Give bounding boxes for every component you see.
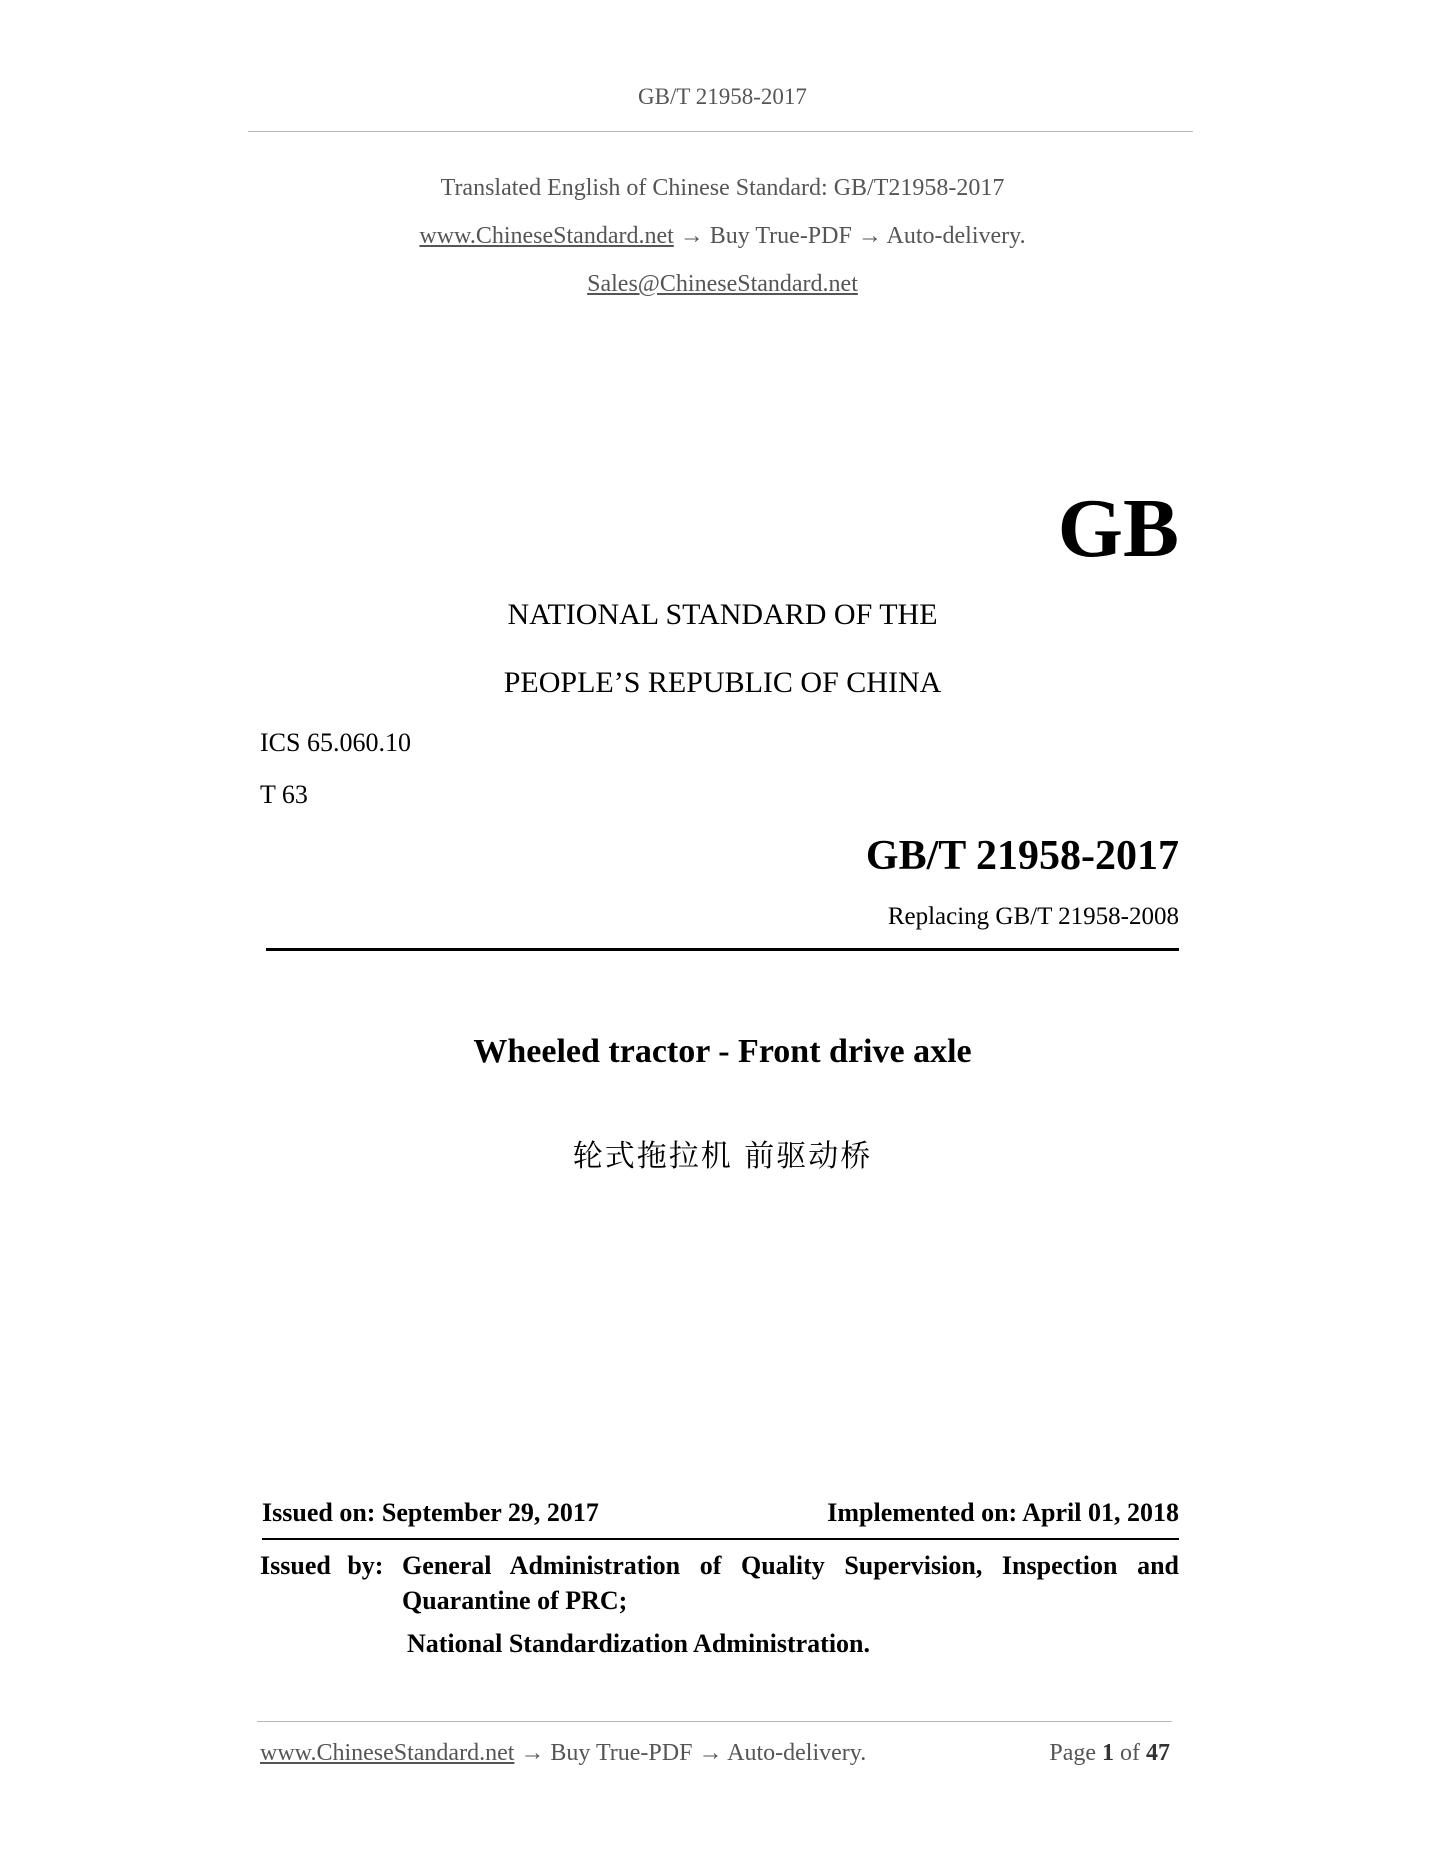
header-rule [248, 131, 1193, 132]
issuer-1: General Administration of Quality Supervision, Inspection and [402, 1551, 1179, 1580]
footer-links [260, 1740, 866, 1767]
issuer-2: National Standardization Administration. [407, 1629, 871, 1658]
arrow-icon: → [679, 223, 704, 249]
promo-links [0, 223, 1445, 250]
page-indicator [1049, 1740, 1170, 1767]
title-english: Wheeled tractor - Front drive axle [473, 1033, 972, 1070]
dates-rule [262, 1538, 1179, 1540]
footer-rule [257, 1721, 1172, 1722]
promo-line: Translated English of Chinese Standard: GB/T21958-2017 [440, 175, 1005, 201]
issuer-1-continued: Quarantine of PRC; [402, 1586, 628, 1615]
national-standard-heading: NATIONAL STANDARD OF THE [507, 598, 938, 631]
country-heading: PEOPLE’S REPUBLIC OF CHINA [503, 666, 942, 699]
footer-delivery-text: Auto-delivery. [727, 1740, 867, 1766]
gb-mark: GB [1057, 482, 1179, 575]
page-number: 1 [1102, 1740, 1114, 1766]
title-chinese: 轮式拖拉机 前驱动桥 [572, 1139, 873, 1174]
running-header: GB/T 21958-2017 [638, 84, 807, 109]
ics-code: ICS 65.060.10 [260, 728, 411, 757]
arrow-icon: → [520, 1740, 545, 1766]
ccs-code: T 63 [260, 780, 308, 809]
buy-link[interactable]: Buy True-PDF [709, 223, 852, 249]
issued-by-label: Issued by: [260, 1551, 384, 1580]
site-link[interactable]: www.ChineseStandard.net [419, 223, 674, 249]
delivery-text: Auto-delivery. [886, 223, 1026, 249]
page-label: Page [1049, 1740, 1096, 1766]
email-link[interactable]: Sales@ChineseStandard.net [587, 271, 858, 297]
of-label: of [1120, 1740, 1140, 1766]
implemented-on: Implemented on: April 01, 2018 [827, 1498, 1179, 1527]
footer-site-link[interactable]: www.ChineseStandard.net [260, 1740, 515, 1766]
arrow-icon: → [698, 1740, 723, 1766]
total-pages: 47 [1146, 1740, 1170, 1766]
issued-on: Issued on: September 29, 2017 [262, 1498, 599, 1527]
footer-buy-link[interactable]: Buy True-PDF [550, 1740, 693, 1766]
standard-number: GB/T 21958-2017 [865, 833, 1179, 879]
title-rule [266, 948, 1179, 951]
arrow-icon: → [857, 223, 882, 249]
email-line [0, 271, 1445, 298]
replacing-note: Replacing GB/T 21958-2008 [887, 903, 1179, 930]
